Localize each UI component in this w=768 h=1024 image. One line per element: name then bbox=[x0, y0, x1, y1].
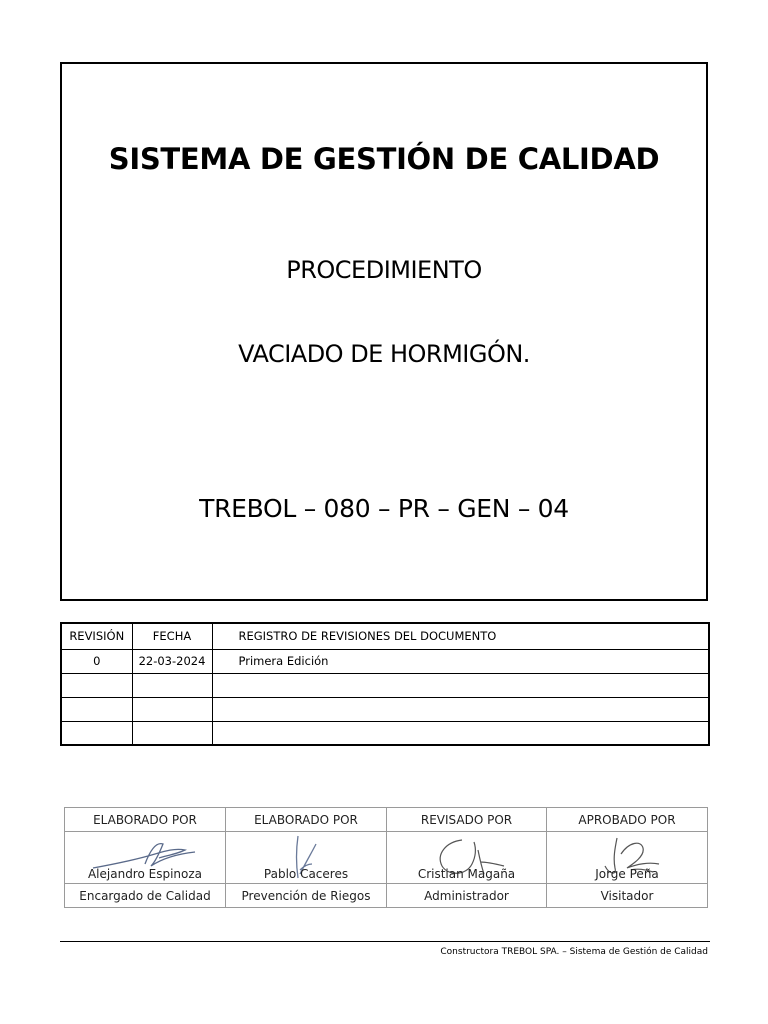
cell-date bbox=[132, 721, 212, 745]
table-row bbox=[61, 649, 709, 673]
revision-table bbox=[60, 622, 710, 746]
document-name: VACIADO DE HORMIGÓN. bbox=[238, 340, 530, 368]
footer-text: Constructora TREBOL SPA. – Sistema de Gestión de Calidad bbox=[440, 947, 708, 957]
signer-role: Encargado de Calidad bbox=[65, 884, 226, 908]
table-row bbox=[61, 673, 709, 697]
cell-date: 22-03-2024 bbox=[132, 649, 212, 673]
cell-record: Primera Edición bbox=[212, 649, 709, 673]
signer-role: Administrador bbox=[387, 884, 547, 908]
signature-heading-row bbox=[65, 808, 708, 832]
heading-prepared-by-1: ELABORADO POR bbox=[65, 808, 226, 832]
signature-name-row bbox=[65, 832, 708, 884]
heading-prepared-by-2: ELABORADO POR bbox=[226, 808, 387, 832]
signature-role-row bbox=[65, 884, 708, 908]
signature-cell bbox=[547, 832, 708, 884]
cell-revision: 0 bbox=[61, 649, 132, 673]
cover-box bbox=[60, 62, 708, 601]
cell-revision bbox=[61, 673, 132, 697]
cell-revision bbox=[61, 697, 132, 721]
cell-record bbox=[212, 697, 709, 721]
signer-name: Pablo Caceres bbox=[263, 867, 349, 881]
cell-date bbox=[132, 697, 212, 721]
signer-name: Cristian Magaña bbox=[417, 867, 516, 881]
signer-name: Alejandro Espinoza bbox=[87, 867, 203, 881]
header-record: REGISTRO DE REVISIONES DEL DOCUMENTO bbox=[212, 623, 709, 649]
table-row bbox=[61, 721, 709, 745]
signature-table bbox=[64, 807, 708, 908]
signer-role: Prevención de Riegos bbox=[226, 884, 387, 908]
cell-record bbox=[212, 721, 709, 745]
signer-role: Visitador bbox=[547, 884, 708, 908]
document-code: TREBOL – 080 – PR – GEN – 04 bbox=[199, 494, 569, 523]
header-revision: REVISIÓN bbox=[61, 623, 132, 649]
document-type: PROCEDIMIENTO bbox=[286, 256, 482, 284]
signer-name: Jorge Peña bbox=[595, 867, 659, 881]
signature-cell bbox=[387, 832, 547, 884]
signature-cell bbox=[65, 832, 226, 884]
revision-header-row bbox=[61, 623, 709, 649]
table-row bbox=[61, 697, 709, 721]
signature-cell bbox=[226, 832, 387, 884]
main-title: SISTEMA DE GESTIÓN DE CALIDAD bbox=[108, 142, 660, 176]
header-date: FECHA bbox=[132, 623, 212, 649]
heading-reviewed-by: REVISADO POR bbox=[387, 808, 547, 832]
footer-divider bbox=[60, 941, 710, 942]
cell-date bbox=[132, 673, 212, 697]
cell-record bbox=[212, 673, 709, 697]
cell-revision bbox=[61, 721, 132, 745]
heading-approved-by: APROBADO POR bbox=[547, 808, 708, 832]
